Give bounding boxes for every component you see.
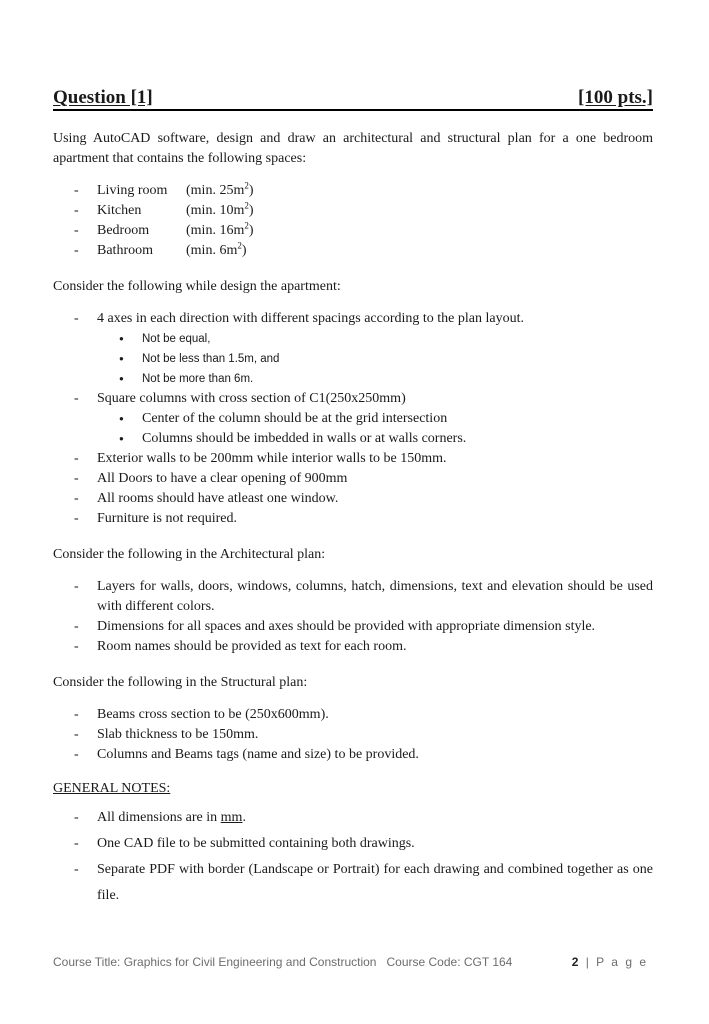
list-item: - All Doors to have a clear opening of 900mm bbox=[53, 469, 653, 489]
list-item: - Slab thickness to be 150mm. bbox=[53, 725, 653, 745]
space-min: (min. $25m^2$) bbox=[186, 180, 254, 198]
list-item: - One CAD file to be submitted containing both drawings. bbox=[53, 831, 653, 857]
spaces-list bbox=[53, 181, 653, 261]
question-points: [100 pts.] bbox=[578, 87, 653, 108]
footer-course-info bbox=[53, 955, 512, 969]
list-item: - Beams cross section to be (250x600mm). bbox=[53, 705, 653, 725]
space-min: (min. $10m^2$) bbox=[186, 200, 254, 218]
bullet-item: ● Not be equal, bbox=[97, 329, 653, 349]
space-name: - Bedroom bbox=[97, 223, 150, 238]
space-name: - Bathroom bbox=[97, 243, 153, 258]
bullet-item: ● Not be less than 1.5m, and bbox=[97, 349, 653, 369]
design-heading: Consider the following while design the apartment: bbox=[53, 279, 341, 294]
intro-paragraph: Using AutoCAD software, design and draw an architectural and structural plan for a one bedroom apartment that contains the following spaces: bbox=[53, 131, 653, 166]
list-item: - Dimensions for all spaces and axes should be provided with appropriate dimension style. bbox=[53, 617, 653, 637]
list-item: - All dimensions are in mm. bbox=[53, 805, 653, 831]
list-item: - Square columns with cross section of C1(250x250mm) ● Center of the column should be at the grid intersection ● Columns should be imbedded in walls or at walls corners. bbox=[53, 389, 653, 449]
structural-heading: Consider the following in the Structural plan: bbox=[53, 675, 308, 690]
structural-list bbox=[53, 705, 653, 765]
list-item: - Room names should be provided as text for each room. bbox=[53, 637, 653, 657]
architectural-list bbox=[53, 577, 653, 657]
bullet-item: ● Not be more than 6m. bbox=[97, 369, 653, 389]
general-notes-title: GENERAL NOTES: bbox=[53, 781, 171, 796]
list-item bbox=[53, 201, 653, 221]
axes-bullets bbox=[97, 329, 653, 389]
list-item bbox=[53, 241, 653, 261]
bullet-item: ● Center of the column should be at the grid intersection bbox=[97, 409, 653, 429]
architectural-heading: Consider the following in the Architectural plan: bbox=[53, 547, 326, 562]
design-list bbox=[53, 309, 653, 529]
list-item: - Layers for walls, doors, windows, columns, hatch, dimensions, text and elevation should be used with different colors. bbox=[53, 577, 653, 617]
course-code: Course Code: CGT 164 bbox=[386, 955, 513, 969]
list-item: - Exterior walls to be 200mm while interior walls to be 150mm. bbox=[53, 449, 653, 469]
list-item: - Furniture is not required. bbox=[53, 509, 653, 529]
list-item bbox=[53, 221, 653, 241]
page-number: 2 | P a g e bbox=[571, 955, 648, 969]
question-title: Question [1] bbox=[53, 87, 153, 108]
list-item: - Separate PDF with border (Landscape or Portrait) for each drawing and combined together as one file. bbox=[53, 857, 653, 909]
list-item: - All rooms should have atleast one window. bbox=[53, 489, 653, 509]
page-footer bbox=[53, 955, 648, 969]
space-min: (min. $16m^2$) bbox=[186, 220, 254, 238]
bullet-item: ● Columns should be imbedded in walls or at walls corners. bbox=[97, 429, 653, 449]
space-min: (min. $6m^2$) bbox=[186, 240, 247, 258]
space-name: - Kitchen bbox=[97, 203, 142, 218]
list-item bbox=[53, 181, 653, 201]
general-notes-list bbox=[53, 805, 653, 909]
list-item: - Columns and Beams tags (name and size) to be provided. bbox=[53, 745, 653, 765]
list-item: - 4 axes in each direction with different spacings according to the plan layout. ● Not be equal, ● Not be less than 1.5m, and ● Not be more than 6m. bbox=[53, 309, 653, 389]
question-header bbox=[53, 88, 653, 111]
document-page bbox=[53, 88, 653, 909]
course-title: Course Title: Graphics for Civil Engineering and Construction bbox=[53, 955, 377, 969]
space-name: - Living room bbox=[97, 183, 168, 198]
column-bullets bbox=[97, 409, 653, 449]
